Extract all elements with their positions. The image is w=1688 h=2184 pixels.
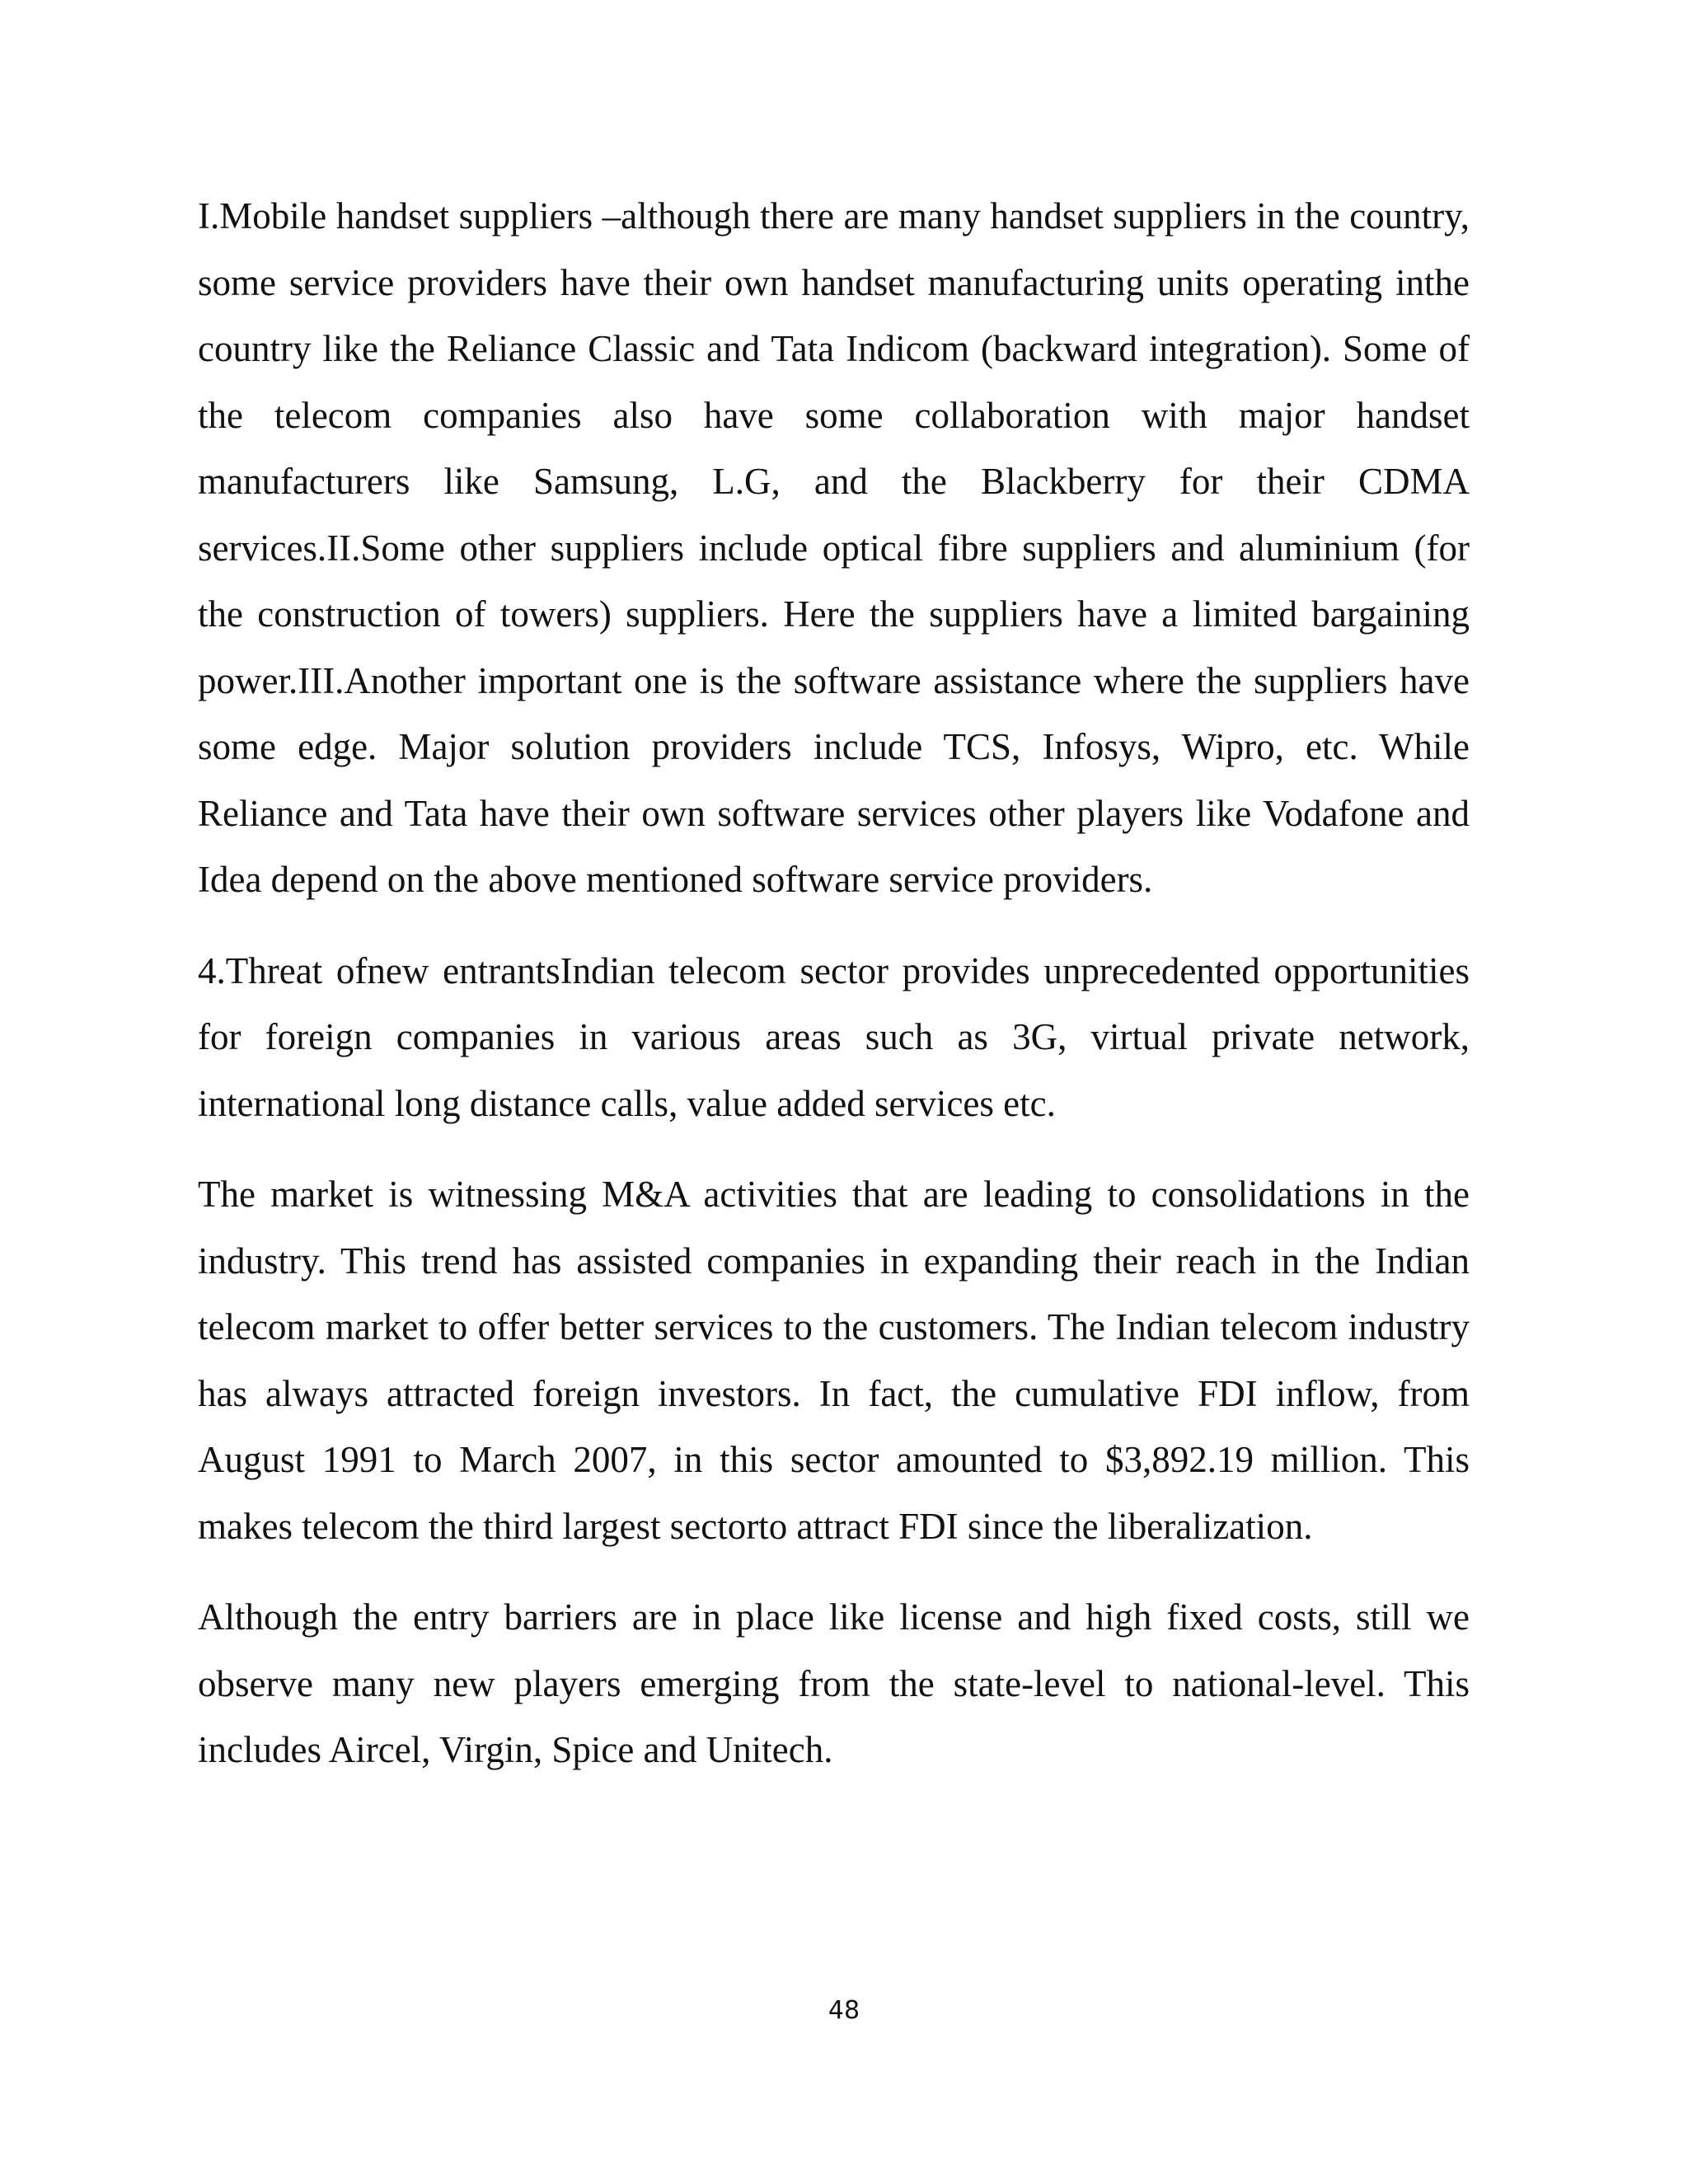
paragraph-market-consolidation: The market is witnessing M&A activities that are leading to consolidations in the industry. This trend has assisted companies in expanding their reach in the Indian telecom market to offer better services to the customers. The Indian telecom industry has always attracted foreign investors. In fact, the cumulative FDI inflow, from August 1991 to March 2007, in this sector amounted to $3,892.19 million. This makes telecom the third largest sectorto attract FDI since the liberalization. [198,1174,1470,1547]
paragraph-threat-of-new-entrants: 4.Threat ofnew entrantsIndian telecom sector provides unprecedented opportunities for foreign companies in various areas such as 3G, virtual private network, international long distance calls, value added services etc. [198,949,1470,1124]
paragraph-entry-barriers: Although the entry barriers are in place like license and high fixed costs, still we observe many new players emerging from the state-level to national-level. This includes Aircel, Virgin, Spice and Unitech. [198,1596,1470,1770]
page-number: 48 [828,1996,860,2025]
body-text [198,183,1470,1808]
paragraph-suppliers: I.Mobile handset suppliers –although there are many handset suppliers in the country, some service providers have their own handset manufacturing units operating inthe country like the Reliance Classic and Tata Indicom (backward integration). Some of the telecom companies also have some collaboration with major handset manufacturers like Samsung, L.G, and the Blackberry for their CDMA services.II.Some other suppliers include optical fibre suppliers and aluminium (for the construction of towers) suppliers. Here the suppliers have a limited bargaining power.III.Another important one is the software assistance where the suppliers have some edge. Major solution providers include TCS, Infosys, Wipro, etc. While Reliance and Tata have their own software services other players like Vodafone and Idea depend on the above mentioned software service providers. [198,195,1470,900]
